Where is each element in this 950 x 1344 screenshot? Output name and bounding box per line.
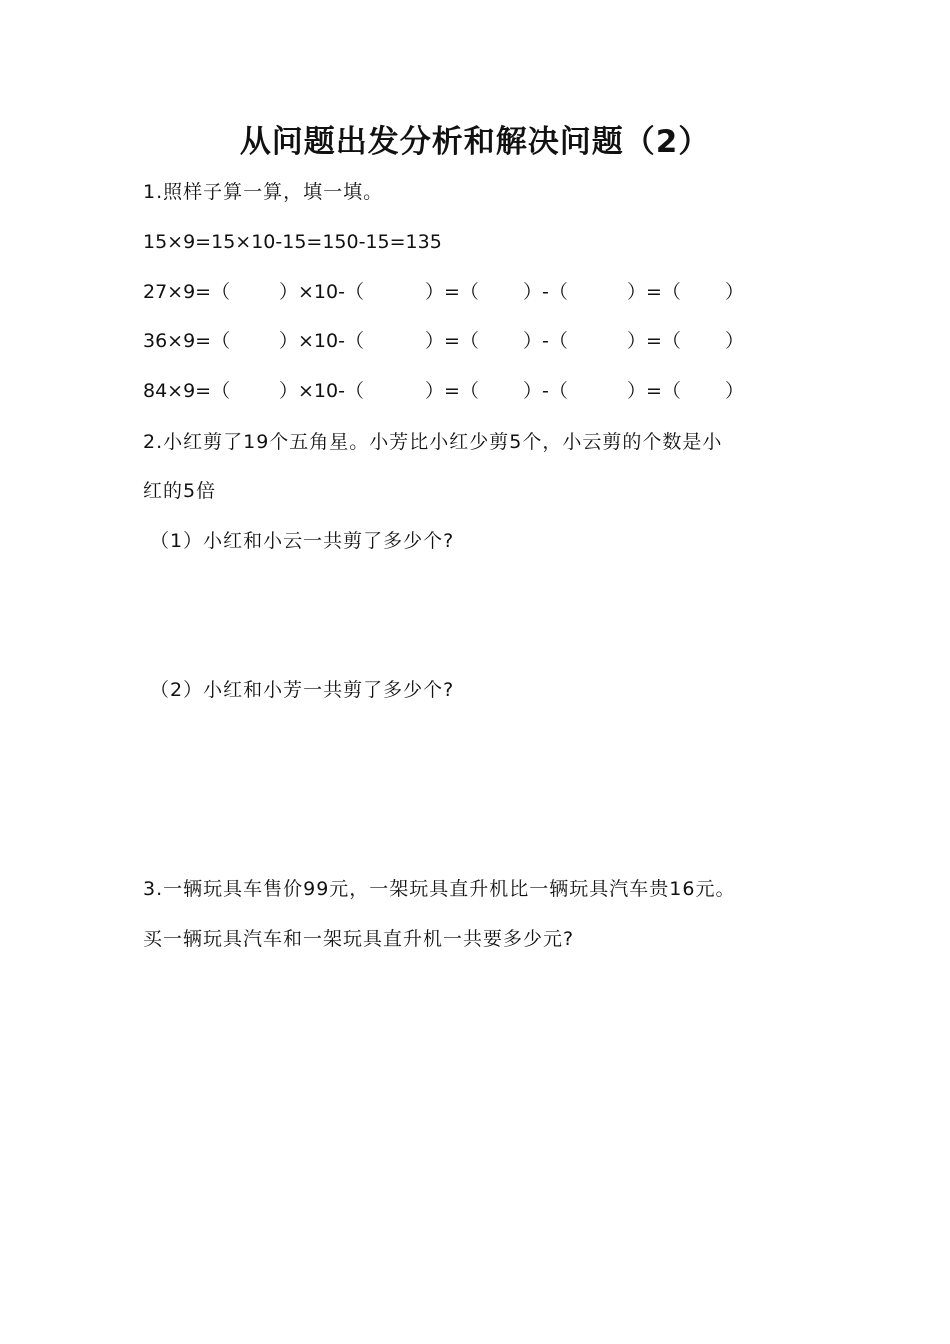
question-2-text-line-2: 红的5倍 bbox=[143, 480, 217, 502]
question-2-text-line-1: 2.小红剪了19个五角星。小芳比小红少剪5个，小云剪的个数是小 bbox=[143, 431, 723, 453]
page-title: 从问题出发分析和解决问题（2） bbox=[239, 124, 711, 160]
equation-part: ）-（ bbox=[523, 330, 568, 352]
example-equation: 15×9=15×10-15=150-15=135 bbox=[143, 231, 442, 253]
equation-part: ）=（ bbox=[627, 380, 681, 402]
equation-row-36 bbox=[143, 327, 783, 355]
equation-part: ）=（ bbox=[627, 330, 681, 352]
question-2-part-1: （1）小红和小云一共剪了多少个? bbox=[150, 530, 455, 552]
question-1-prompt: 1.照样子算一算，填一填。 bbox=[143, 181, 384, 203]
equation-part: ）=（ bbox=[425, 281, 479, 303]
equation-part: ） bbox=[725, 330, 745, 352]
equation-part: ）-（ bbox=[523, 281, 568, 303]
equation-part: ）×10-（ bbox=[279, 281, 364, 303]
equation-part: ）=（ bbox=[425, 330, 479, 352]
equation-lhs: 36×9=（ bbox=[143, 330, 231, 352]
equation-part: ）=（ bbox=[425, 380, 479, 402]
question-3-text-line-2: 买一辆玩具汽车和一架玩具直升机一共要多少元? bbox=[143, 928, 575, 950]
equation-lhs: 27×9=（ bbox=[143, 281, 231, 303]
question-3-text-line-1: 3.一辆玩具车售价99元，一架玩具直升机比一辆玩具汽车贵16元。 bbox=[143, 878, 736, 900]
question-2-part-2: （2）小红和小芳一共剪了多少个? bbox=[150, 679, 455, 701]
equation-part: ）×10-（ bbox=[279, 380, 364, 402]
equation-part: ） bbox=[725, 380, 745, 402]
equation-part: ）=（ bbox=[627, 281, 681, 303]
equation-lhs: 84×9=（ bbox=[143, 380, 231, 402]
equation-row-27 bbox=[143, 278, 783, 306]
equation-row-84 bbox=[143, 377, 783, 405]
equation-part: ）×10-（ bbox=[279, 330, 364, 352]
equation-part: ）-（ bbox=[523, 380, 568, 402]
equation-part: ） bbox=[725, 281, 745, 303]
